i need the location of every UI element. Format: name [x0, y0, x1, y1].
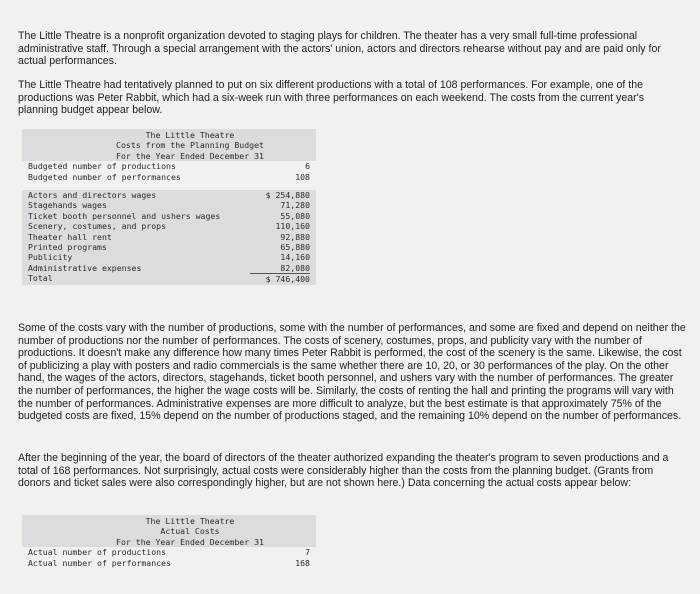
- budget-paragraph: The Little Theatre had tentatively planned to put on six different productions with a total of 108 performances. For example, one of the productions was Peter Rabbit, which had a six-week run with three performances on each weekend. The costs from the current year's planning budget appear below.: [18, 79, 644, 117]
- intro-paragraph: The Little Theatre is a nonprofit organization devoted to staging plays for children. The theater has a very small full-time professional administrative staff. Through a special arrangement with the actors' union, actors and directors rehearse without pay and are paid only for actual performances.: [18, 30, 661, 68]
- row-label: Budgeted number of performances: [28, 171, 181, 182]
- row-value: 14,160: [280, 252, 310, 263]
- actual-table-header: [22, 515, 316, 547]
- row-label: Budgeted number of productions: [28, 161, 176, 172]
- row-value: 168: [295, 557, 310, 568]
- table-row: [22, 232, 316, 242]
- table-period: For the Year Ended December 31: [116, 536, 264, 547]
- actual-costs-table: [22, 515, 316, 568]
- row-value: 110,160: [275, 221, 310, 232]
- table-row: [22, 242, 316, 252]
- row-value: 71,280: [280, 200, 310, 211]
- row-value: 65,880: [280, 242, 310, 253]
- row-value: 7: [305, 547, 310, 558]
- row-label: Actors and directors wages: [28, 190, 157, 201]
- total-label: Total: [28, 273, 53, 284]
- row-label: Stagehands wages: [28, 200, 107, 211]
- table-row: [22, 221, 316, 231]
- table-row: [22, 200, 316, 210]
- row-label: Printed programs: [28, 242, 107, 253]
- planning-budget-table: [22, 129, 316, 285]
- table-row: [22, 547, 316, 557]
- table-row: [22, 161, 316, 171]
- total-row: [22, 273, 316, 284]
- row-value: 108: [295, 171, 310, 182]
- row-value: $ 254,880: [265, 190, 310, 201]
- table-row: [22, 190, 316, 200]
- table-title: The Little Theatre: [145, 130, 235, 140]
- row-label: Actual number of performances: [28, 557, 171, 568]
- cost-behavior-paragraph: Some of the costs vary with the number of productions, some with the number of performances, and some are fixed and depend on neither the number of productions nor the number of performances. The costs of scenery, costumes, props, and publicity vary with the number of productions. It doesn't make any difference how many times Peter Rabbit is performed, the cost of the scenery is the same. Likewise, the cost of publicizing a play with posters and radio commercials is the same whether there are 10, 20, or 30 performances of the play. On the other hand, the wages of the actors, directors, stagehands, ticket booth personnel, and ushers vary with the number of performances. The greater the number of performances, the higher the wage costs will be. Similarly, the costs of renting the hall and printing the programs will vary with the number of performances. Administrative expenses are more difficult to analyze, but the best estimate is that approximately 75% of the budgeted costs are fixed, 15% depend on the number of productions staged, and the remaining 10% depend on the number of performances.: [18, 322, 686, 423]
- total-value: $ 746,400: [250, 273, 310, 284]
- row-value: 92,880: [280, 231, 310, 242]
- table-title: The Little Theatre: [145, 516, 235, 526]
- table-row: [22, 558, 316, 568]
- table-subtitle: Costs from the Planning Budget: [116, 140, 264, 151]
- row-label: Publicity: [28, 252, 73, 263]
- cost-rows: [22, 190, 316, 285]
- row-value: 82,080: [280, 262, 310, 273]
- row-label: Administrative expenses: [28, 262, 142, 273]
- row-label: Ticket booth personnel and ushers wages: [28, 210, 221, 221]
- table-row: [22, 172, 316, 182]
- row-label: Theater hall rent: [28, 231, 112, 242]
- table-row: [22, 252, 316, 262]
- table-period: For the Year Ended December 31: [116, 150, 264, 161]
- actual-costs-paragraph: After the beginning of the year, the board of directors of the theater authorized expanding the theater's program to seven productions and a total of 168 performances. Not surprisingly, actual costs were considerably higher than the costs from the planning budget. (Grants from donors and ticket sales were also correspondingly higher, but are not shown here.) Data concerning the actual costs appear below:: [18, 452, 669, 490]
- table-spacer: [22, 182, 316, 190]
- table-row: [22, 263, 316, 273]
- row-value: 55,080: [280, 210, 310, 221]
- row-label: Scenery, costumes, and props: [28, 221, 167, 232]
- row-label: Actual number of productions: [28, 547, 167, 558]
- table-subtitle: Actual Costs: [160, 526, 220, 537]
- row-value: 6: [305, 161, 310, 172]
- table-row: [22, 211, 316, 221]
- planning-table-header: [22, 129, 316, 161]
